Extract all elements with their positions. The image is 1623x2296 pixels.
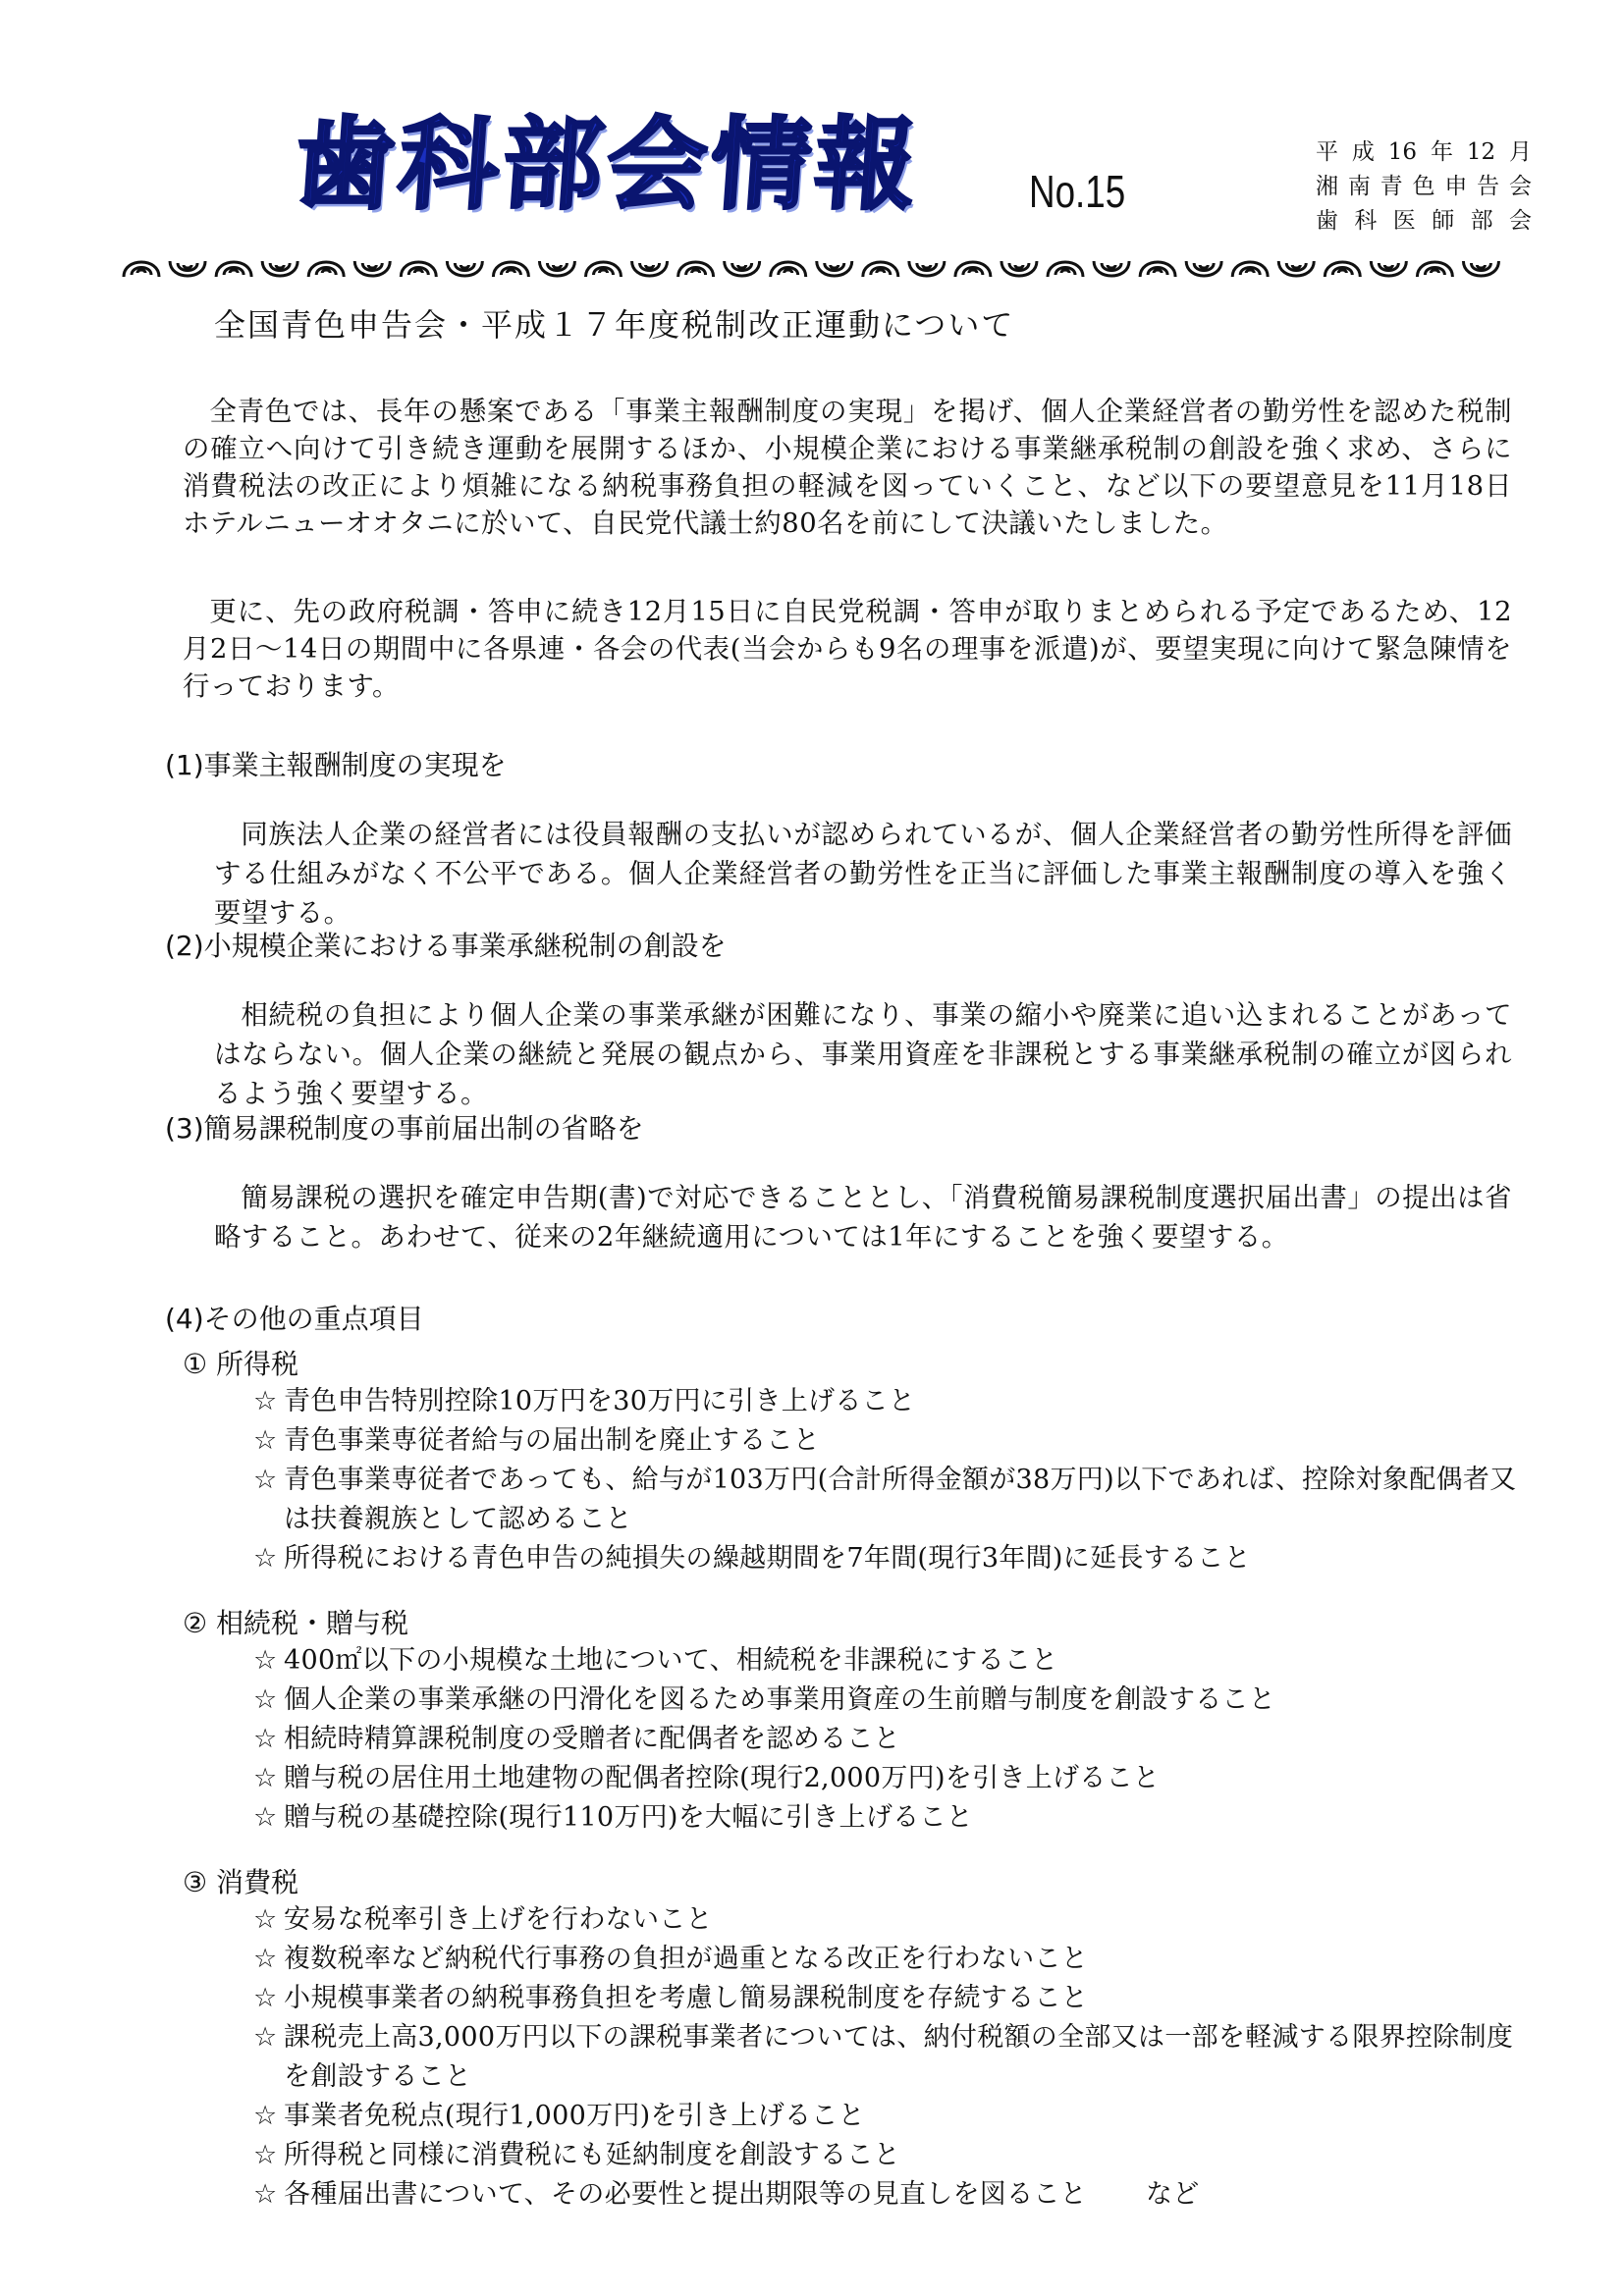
section-heading-4: (4)その他の重点項目 bbox=[165, 1303, 424, 1335]
star-icon: ☆ bbox=[253, 1904, 278, 1935]
issue-number: No.15 bbox=[1029, 166, 1126, 217]
intro-paragraph-1: 全青色では、長年の懸案である「事業主報酬制度の実現」を掲げ、個人企業経営者の勤労性を認めた税制の確立へ向けて引き続き運動を展開するほか、小規模企業における事業継承税制の創設を強く求め、さらに消費税法の改正により煩雑になる納税事務負担の軽減を図っていくこと、など以下の要望意見を11月18日ホテルニューオオタニに於いて、自民党代議士約80名を前にして決議いたしました。 bbox=[183, 397, 1512, 540]
list-item: ☆ 青色申告特別控除10万円を30万円に引き上げること bbox=[253, 1382, 1520, 1421]
star-icon: ☆ bbox=[253, 2140, 278, 2170]
ornament-motif bbox=[909, 261, 945, 276]
list-item: ☆ 贈与税の居住用土地建物の配偶者控除(現行2,000万円)を引き上げること bbox=[253, 1759, 1520, 1798]
section-body-2: 相続税の負担により個人企業の事業承継が困難になり、事業の縮小や廃業に追い込まれることがあってはならない。個人企業の継続と発展の観点から、事業用資産を非課税とする事業継承税制の確立が図られるよう強く要望する。 bbox=[214, 1000, 1512, 1110]
list-item: ☆ 青色事業専従者であっても、給与が103万円(合計所得金額が38万円)以下であれば、控除対象配偶者又は扶養親族として認めること bbox=[253, 1461, 1520, 1539]
subsection-heading-income-tax: ① 所得税 bbox=[183, 1348, 299, 1380]
ornament-motif bbox=[170, 261, 205, 276]
list-item: ☆ 相続時精算課税制度の受贈者に配偶者を認めること bbox=[253, 1720, 1520, 1759]
star-icon: ☆ bbox=[253, 1763, 278, 1793]
ornament-motif bbox=[401, 262, 436, 277]
ornament-motif bbox=[1001, 261, 1037, 276]
ornament-motif bbox=[1325, 262, 1360, 277]
list-item: ☆ 青色事業専従者給与の届出制を廃止すること bbox=[253, 1421, 1520, 1461]
publication-date: 平成16年12月 bbox=[1316, 139, 1532, 165]
ornament-motif bbox=[354, 261, 390, 276]
list-item: ☆ 小規模事業者の納税事務負担を考慮し簡易課税制度を存続すること bbox=[253, 1979, 1520, 2018]
article-headline: 全国青色申告会・平成１７年度税制改正運動について bbox=[214, 306, 1015, 344]
inheritance-tax-list bbox=[253, 1641, 1520, 1838]
star-icon: ☆ bbox=[253, 1465, 278, 1495]
ornament-motif bbox=[863, 262, 898, 277]
ornament-motif bbox=[1094, 261, 1129, 276]
publisher-name: 湘南青色申告会 bbox=[1316, 174, 1532, 199]
star-icon: ☆ bbox=[253, 1543, 278, 1574]
list-item: ☆ 各種届出書について、その必要性と提出期限等の見直しを図ること など bbox=[253, 2175, 1520, 2215]
department-name: 歯科医師部会 bbox=[1316, 208, 1532, 234]
star-icon: ☆ bbox=[253, 2101, 278, 2131]
list-item: ☆ 贈与税の基礎控除(現行110万円)を大幅に引き上げること bbox=[253, 1798, 1520, 1838]
ornament-motif bbox=[771, 262, 806, 277]
list-item: ☆ 複数税率など納税代行事務の負担が過重となる改正を行わないこと bbox=[253, 1940, 1520, 1979]
subsection-heading-inheritance-tax: ② 相続税・贈与税 bbox=[183, 1607, 409, 1639]
ornament-motif bbox=[725, 261, 760, 276]
ornament-motif bbox=[955, 262, 991, 277]
list-item: ☆ 安易な税率引き上げを行わないこと bbox=[253, 1900, 1520, 1940]
ornament-motif bbox=[1048, 262, 1083, 277]
list-item: ☆ 事業者免税点(現行1,000万円)を引き上げること bbox=[253, 2097, 1520, 2136]
ornament-motif bbox=[539, 261, 574, 276]
list-item: ☆ 課税売上高3,000万円以下の課税事業者については、納付税額の全部又は一部を軽減する限界控除制度を創設すること bbox=[253, 2018, 1520, 2097]
star-icon: ☆ bbox=[253, 1724, 278, 1754]
section-body-1: 同族法人企業の経営者には役員報酬の支払いが認められているが、個人企業経営者の勤労性所得を評価する仕組みがなく不公平である。個人企業経営者の勤労性を正当に評価した事業主報酬制度の導入を強く要望する。 bbox=[214, 820, 1512, 930]
ornament-motif bbox=[632, 261, 668, 276]
star-icon: ☆ bbox=[253, 1983, 278, 2013]
ornament-motif bbox=[308, 262, 344, 277]
ornament-motif bbox=[817, 261, 852, 276]
ornament-motif bbox=[447, 261, 482, 276]
subsection-heading-consumption-tax: ③ 消費税 bbox=[183, 1866, 299, 1898]
ornament-motif bbox=[1278, 261, 1314, 276]
ornament-motif bbox=[1186, 261, 1221, 276]
ornament-motif bbox=[678, 262, 714, 277]
consumption-tax-list bbox=[253, 1900, 1520, 2215]
newsletter-title: 歯科部会情報 bbox=[290, 107, 924, 224]
star-icon: ☆ bbox=[253, 1684, 278, 1715]
list-item: ☆ 所得税における青色申告の純損失の繰越期間を7年間(現行3年間)に延長すること bbox=[253, 1539, 1520, 1578]
star-icon: ☆ bbox=[253, 1944, 278, 1974]
ornament-motif bbox=[586, 262, 622, 277]
list-item: ☆ 個人企業の事業承継の円滑化を図るため事業用資産の生前贈与制度を創設すること bbox=[253, 1681, 1520, 1720]
star-icon: ☆ bbox=[253, 1802, 278, 1833]
publication-info bbox=[1316, 135, 1532, 239]
section-heading-1: (1)事業主報酬制度の実現を bbox=[165, 749, 507, 781]
star-icon: ☆ bbox=[253, 2179, 278, 2210]
section-heading-2: (2)小規模企業における事業承継税制の創設を bbox=[165, 930, 727, 962]
star-icon: ☆ bbox=[253, 1386, 278, 1416]
list-item: ☆ 400㎡以下の小規模な土地について、相続税を非課税にすること bbox=[253, 1641, 1520, 1681]
ornament-motif bbox=[1371, 261, 1406, 276]
ornament-motif bbox=[1232, 262, 1268, 277]
ornament-divider bbox=[118, 251, 1504, 287]
star-icon: ☆ bbox=[253, 1425, 278, 1456]
list-tail-suffix: など bbox=[1145, 2179, 1200, 2210]
intro-paragraph-2: 更に、先の政府税調・答申に続き12月15日に自民党税調・答申が取りまとめられる予定であるため、12月2日～14日の期間中に各県連・各会の代表(当会からも9名の理事を派遣)が、要望実現に向けて緊急陳情を行っております。 bbox=[183, 597, 1512, 703]
star-icon: ☆ bbox=[253, 1645, 278, 1676]
income-tax-list bbox=[253, 1382, 1520, 1578]
ornament-motif bbox=[493, 262, 528, 277]
list-item: ☆ 所得税と同様に消費税にも延納制度を創設すること bbox=[253, 2136, 1520, 2175]
ornament-motif bbox=[1140, 262, 1175, 277]
ornament-motif bbox=[1417, 262, 1452, 277]
star-icon: ☆ bbox=[253, 2022, 278, 2053]
ornament-motif bbox=[262, 261, 298, 276]
ornament-motif bbox=[124, 262, 159, 277]
section-body-3: 簡易課税の選択を確定申告期(書)で対応できることとし、「消費税簡易課税制度選択届出書」の提出は省略すること。あわせて、従来の2年継続適用については1年にすることを強く要望する。 bbox=[214, 1183, 1512, 1254]
ornament-motif bbox=[1463, 261, 1498, 276]
ornament-motif bbox=[216, 262, 251, 277]
section-heading-3: (3)簡易課税制度の事前届出制の省略を bbox=[165, 1112, 644, 1145]
